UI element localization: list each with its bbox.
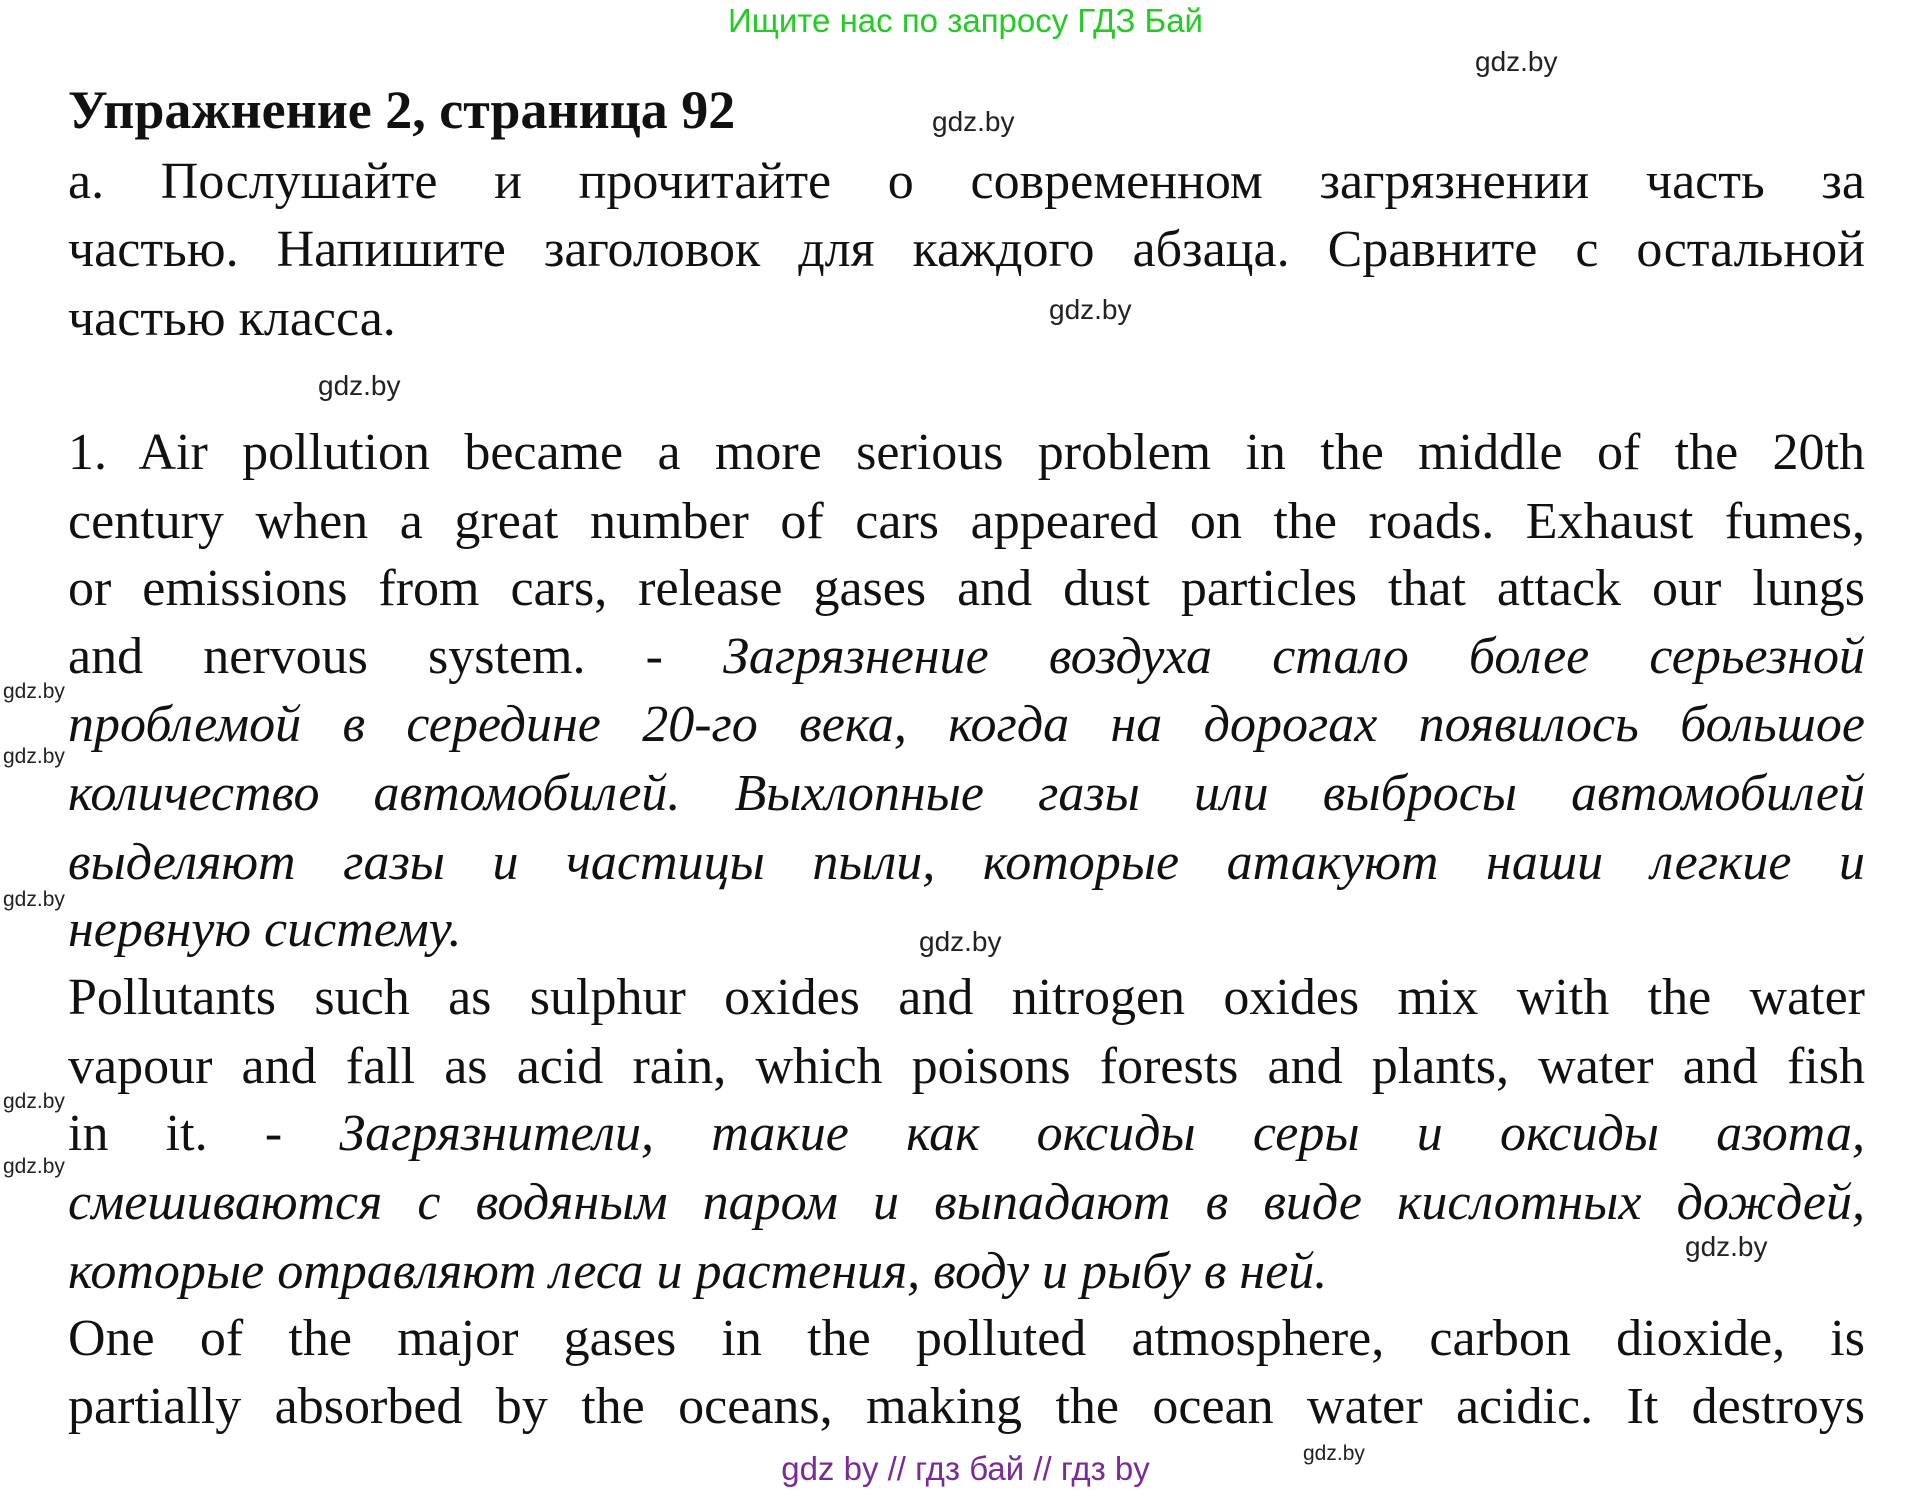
search-banner: Ищите нас по запросу ГДЗ Бай (728, 2, 1203, 39)
watermark: gdz.by (1685, 1231, 1768, 1262)
text-line (68, 829, 1865, 897)
page-title: Упражнение 2, страница 92 (68, 80, 736, 140)
watermark: gdz.by (1475, 46, 1558, 77)
source-text: vapour and fall as acid rain, which poisons forests and plants, water and fish (68, 1038, 1865, 1095)
text-line (68, 555, 1865, 623)
source-text: частью класса. (68, 290, 396, 347)
translation-text: смешиваются с водяным паром и выпадают в виде кислотных дождей, (68, 1174, 1865, 1231)
text-line (68, 488, 1865, 556)
translation-text: Загрязнение воздуха стало более серьезной (723, 628, 1865, 685)
text-line (68, 216, 1865, 284)
source-text: а. Послушайте и прочитайте о современном загрязнении часть за (68, 153, 1865, 210)
text-line (68, 964, 1865, 1032)
source-text: partially absorbed by the oceans, making the ocean water acidic. It destroys (68, 1378, 1865, 1435)
source-text: and nervous system. - (68, 628, 724, 685)
footer-links[interactable]: gdz by // гдз бай // гдз by (781, 1450, 1150, 1487)
text-line (68, 1305, 1865, 1373)
text-line (68, 760, 1865, 828)
text-line (68, 691, 1865, 759)
text-line (68, 623, 1865, 691)
text-line (68, 1169, 1865, 1237)
source-text: 1. Air pollution became a more serious problem in the middle of the 20th (68, 424, 1865, 481)
translation-text: проблемой в середине 20-го века, когда на дорогах появилось большое (68, 696, 1865, 753)
watermark: gdz.by (1049, 294, 1132, 325)
source-text: One of the major gases in the polluted atmosphere, carbon dioxide, is (68, 1310, 1865, 1367)
translation-text: количество автомобилей. Выхлопные газы или выбросы автомобилей (68, 765, 1865, 822)
text-line (68, 419, 1865, 487)
text-line (68, 1033, 1865, 1101)
watermark: gdz.by (932, 106, 1015, 137)
watermark: gdz.by (3, 745, 65, 768)
text-line (68, 1100, 1865, 1168)
watermark: gdz.by (3, 1155, 65, 1178)
text-line (68, 1373, 1865, 1441)
source-text: частью. Напишите заголовок для каждого абзаца. Сравните с остальной (68, 221, 1865, 278)
text-line (68, 1238, 1327, 1306)
watermark: gdz.by (1303, 1442, 1365, 1465)
watermark: gdz.by (3, 1090, 65, 1113)
source-text: Pollutants such as sulphur oxides and nitrogen oxides mix with the water (68, 969, 1865, 1026)
watermark: gdz.by (3, 888, 65, 911)
translation-text: выделяют газы и частицы пыли, которые атакуют наши легкие и (68, 834, 1865, 891)
translation-text: нервную систему. (68, 901, 462, 958)
source-text: or emissions from cars, release gases and dust particles that attack our lungs (68, 560, 1865, 617)
watermark: gdz.by (318, 370, 401, 401)
translation-text: которые отравляют леса и растения, воду и рыбу в ней. (68, 1243, 1328, 1300)
source-text: century when a great number of cars appeared on the roads. Exhaust fumes, (68, 493, 1865, 550)
watermark: gdz.by (919, 926, 1002, 957)
watermark: gdz.by (3, 680, 65, 703)
text-line (68, 285, 396, 353)
translation-text: Загрязнители, такие как оксиды серы и оксиды азота, (339, 1105, 1865, 1162)
text-line (68, 896, 461, 964)
text-line (68, 148, 1865, 216)
source-text: in it. - (68, 1105, 340, 1162)
